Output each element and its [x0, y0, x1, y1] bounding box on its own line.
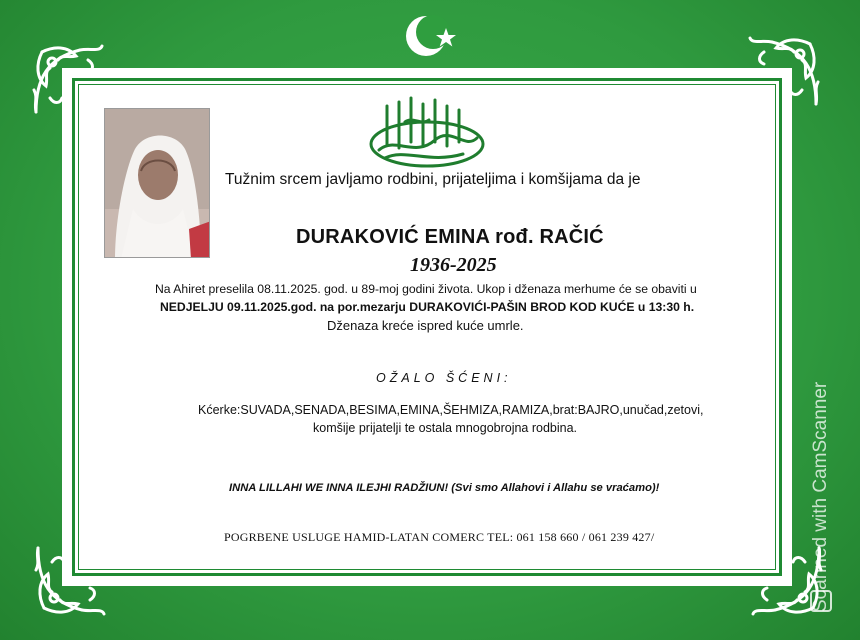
mourners-list: Kćerke:SUVADA,SENADA,BESIMA,EMINA,ŠEHMIZA,RAMIZA,brat:BAJRO,unučad,zetovi, — [198, 403, 704, 417]
mourners-list-continued: komšije prijatelji te ostala mnogobrojna rodbina. — [313, 421, 578, 435]
funeral-details: NEDJELJU 09.11.2025.god. na por.mezarju DURAKOVIĆI-PAŠIN BROD KOD KUĆE u 13:30 h. — [160, 300, 695, 314]
intro-text: Tužnim srcem javljamo rodbini, prijateljima i komšijama da je — [225, 171, 641, 188]
scanner-watermark: Scanned with CamScanner — [810, 381, 831, 612]
life-years: 1936-2025 — [410, 254, 497, 276]
arabic-calligraphy-icon — [365, 92, 489, 172]
crescent-star-icon — [400, 8, 464, 64]
funeral-service-footer: POGRBENE USLUGE HAMID-LATAN COMERC TEL: 061 158 660 / 061 239 427/ — [224, 530, 655, 544]
deceased-name: DURAKOVIĆ EMINA rođ. RAČIĆ — [296, 226, 604, 248]
portrait-photo — [104, 108, 210, 258]
death-details: Na Ahiret preselila 08.11.2025. god. u 89-moj godini života. Ukop i dženaza merhume će se obaviti u — [155, 282, 697, 296]
mourners-heading: OŽALO ŠĆENI: — [376, 371, 512, 385]
camscanner-logo-icon — [810, 590, 832, 612]
prayer-quote: INNA LILLAHI WE INNA ILEJHI RADŽIUN! (Svi smo Allahovi i Allahu se vraćamo)! — [229, 482, 660, 494]
procession-details: Dženaza kreće ispred kuće umrle. — [327, 318, 524, 333]
